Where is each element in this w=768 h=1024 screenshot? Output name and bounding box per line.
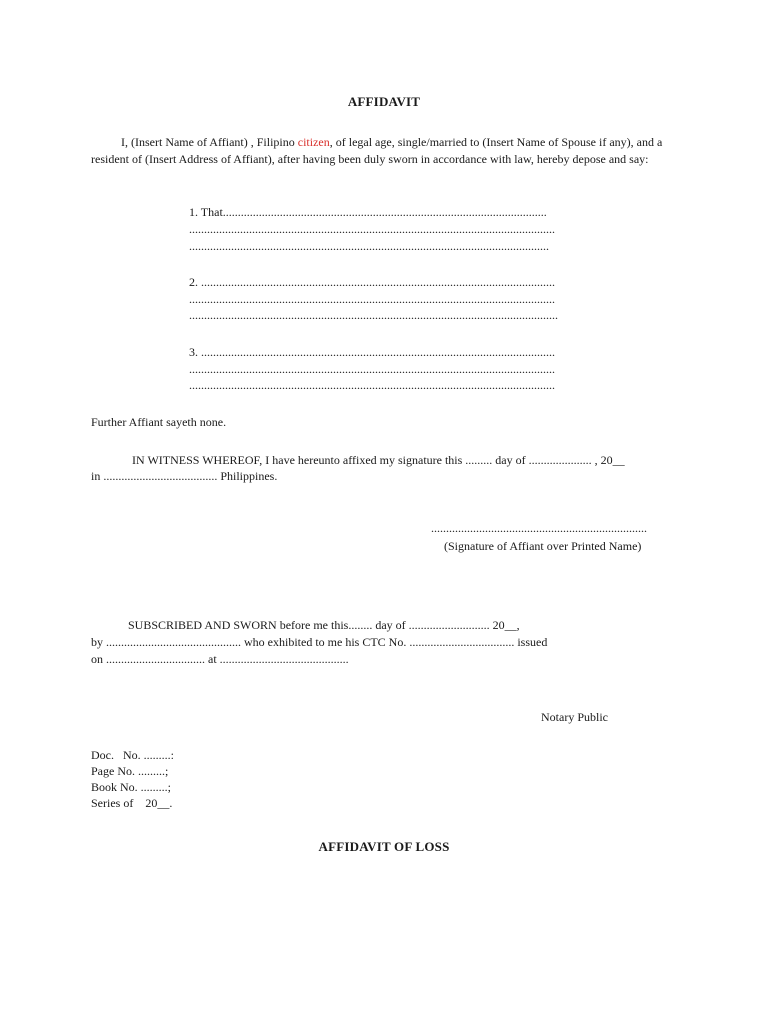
document-title: AFFIDAVIT bbox=[347, 94, 421, 109]
citizen-word: citizen bbox=[297, 135, 330, 149]
witness-line-2: in ...................................... Philippines. bbox=[91, 469, 278, 483]
subscribed-line-2: by ............................................. who exhibited to me his CTC No. ................................... issued bbox=[91, 635, 548, 649]
item-3-line-3: .......................................................................................................................... bbox=[189, 378, 555, 392]
subscribed-line-3: on ................................. at ........................................... bbox=[91, 652, 349, 666]
series-number: Series of 20__. bbox=[91, 796, 173, 810]
item-2-line-3: ........................................................................................................................... bbox=[189, 308, 558, 322]
next-section-title: AFFIDAVIT OF LOSS bbox=[318, 839, 450, 854]
item-2-line-2: .......................................................................................................................... bbox=[189, 292, 555, 306]
signature-caption: (Signature of Affiant over Printed Name) bbox=[444, 539, 642, 553]
signature-line: ........................................................................ bbox=[431, 521, 647, 535]
intro-paragraph bbox=[91, 134, 691, 167]
intro-text-end: , of legal age, single/married to (Insert Name of Spouse if any), and a resident of (Insert Address of Affiant), after having been duly sworn in accordance with law, hereby depose and say: bbox=[91, 135, 663, 166]
notary-public-label: Notary Public bbox=[541, 710, 608, 724]
page-number: Page No. .........; bbox=[91, 764, 169, 778]
witness-line-1: IN WITNESS WHEREOF, I have hereunto affixed my signature this ......... day of ..................... , 20__ bbox=[132, 453, 625, 467]
item-3-line-2: .......................................................................................................................... bbox=[189, 362, 555, 376]
item-3-line-1: 3. ...................................................................................................................... bbox=[189, 345, 555, 359]
item-1-line-3: ........................................................................................................................ bbox=[189, 239, 549, 253]
book-number: Book No. .........; bbox=[91, 780, 172, 794]
subscribed-line-1: SUBSCRIBED AND SWORN before me this........ day of ........................... 20__, bbox=[128, 618, 520, 632]
intro-text-start: I, (Insert Name of Affiant) , Filipino bbox=[121, 135, 298, 149]
item-2-line-1: 2. ...................................................................................................................... bbox=[189, 275, 555, 289]
further-affiant-text: Further Affiant sayeth none. bbox=[91, 415, 227, 429]
item-1-line-1: 1. That............................................................................................................ bbox=[189, 205, 547, 219]
item-1-line-2: .......................................................................................................................... bbox=[189, 222, 555, 236]
doc-number: Doc. No. .........: bbox=[91, 748, 174, 762]
